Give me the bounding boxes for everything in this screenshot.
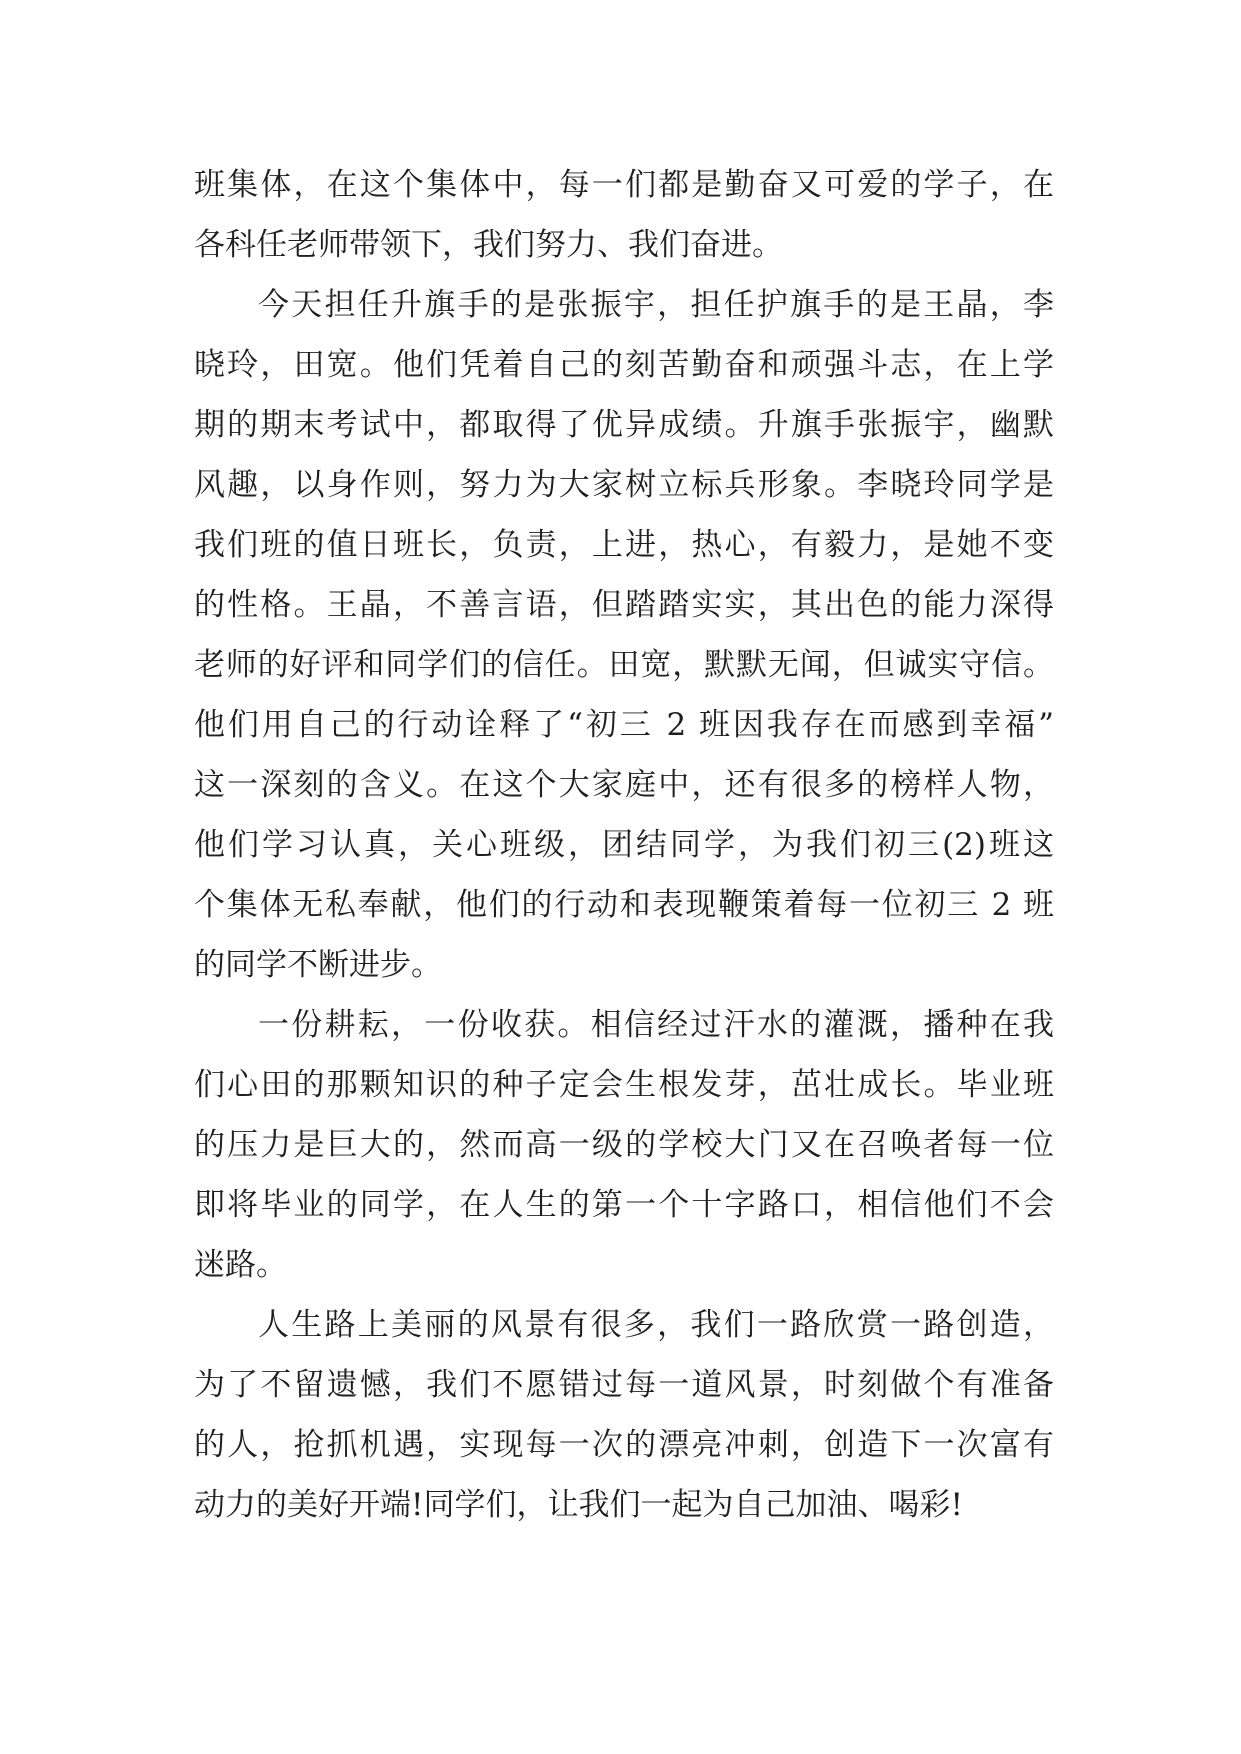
text-line: 他们用自己的行动诠释了“初三 2 班因我存在而感到幸福”: [194, 707, 1054, 743]
text-line: 风趣，以身作则，努力为大家树立标兵形象。李晓玲同学是: [194, 467, 1054, 503]
text-line: 的性格。王晶，不善言语，但踏踏实实，其出色的能力深得: [194, 587, 1054, 623]
text-line: 老师的好评和同学们的信任。田宽，默默无闻，但诚实守信。: [194, 647, 1054, 683]
text-line: 迷路。: [194, 1247, 287, 1283]
text-line: 即将毕业的同学，在人生的第一个十字路口，相信他们不会: [194, 1187, 1054, 1223]
text-line: 今天担任升旗手的是张振宇，担任护旗手的是王晶，李: [258, 287, 1054, 323]
text-line: 班集体，在这个集体中，每一们都是勤奋又可爱的学子，在: [194, 167, 1054, 203]
text-line: 的压力是巨大的，然而高一级的学校大门又在召唤者每一位: [194, 1127, 1054, 1163]
text-line: 这一深刻的含义。在这个大家庭中，还有很多的榜样人物，: [194, 767, 1054, 803]
text-line: 的人，抢抓机遇，实现每一次的漂亮冲刺，创造下一次富有: [194, 1427, 1054, 1463]
text-line: 晓玲，田宽。他们凭着自己的刻苦勤奋和顽强斗志，在上学: [194, 347, 1054, 383]
text-line: 他们学习认真，关心班级，团结同学，为我们初三(2)班这: [194, 827, 1054, 863]
text-line: 为了不留遗憾，我们不愿错过每一道风景，时刻做个有准备: [194, 1367, 1054, 1403]
text-line: 动力的美好开端!同学们，让我们一起为自己加油、喝彩!: [194, 1487, 963, 1523]
text-line: 一份耕耘，一份收获。相信经过汗水的灌溉，播种在我: [258, 1007, 1054, 1043]
text-line: 我们班的值日班长，负责，上进，热心，有毅力，是她不变: [194, 527, 1054, 563]
text-line: 个集体无私奉献，他们的行动和表现鞭策着每一位初三 2 班: [194, 887, 1054, 923]
text-line: 的同学不断进步。: [194, 947, 442, 983]
text-line: 各科任老师带领下，我们努力、我们奋进。: [194, 227, 783, 263]
text-line: 期的期末考试中，都取得了优异成绩。升旗手张振宇，幽默: [194, 407, 1054, 443]
text-line: 们心田的那颗知识的种子定会生根发芽，茁壮成长。毕业班: [194, 1067, 1054, 1103]
text-line: 人生路上美丽的风景有很多，我们一路欣赏一路创造，: [258, 1307, 1054, 1343]
